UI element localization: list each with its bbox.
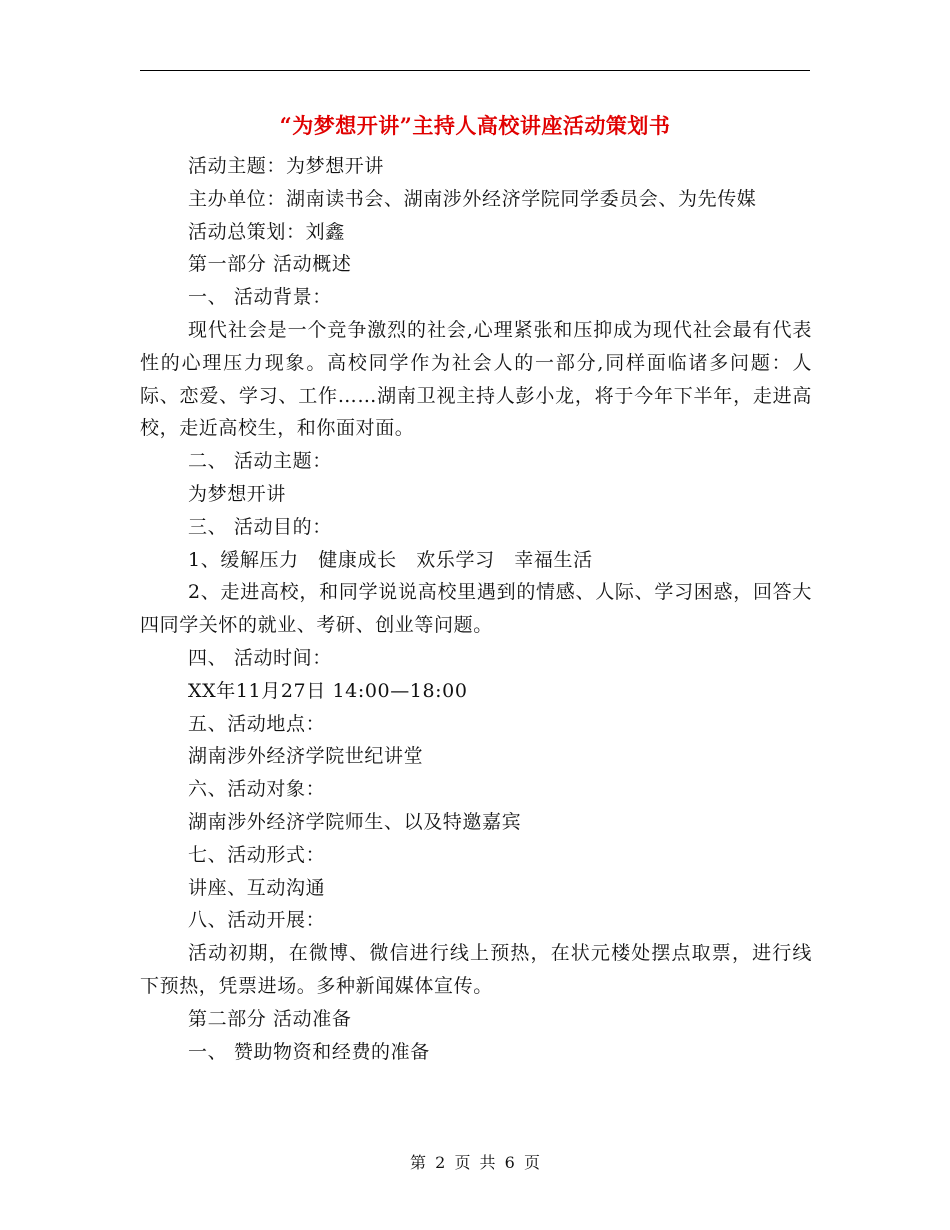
heading-audience: 六、活动对象：: [188, 778, 326, 801]
heading-background: 一、 活动背景：: [188, 286, 332, 309]
paragraph-time: XX年11月27日 14:00—18:00: [188, 679, 468, 702]
footer-mid1: 页: [454, 1153, 471, 1172]
paragraph-background: 现代社会是一个竞争激烈的社会,心理紧张和压抑成为现代社会最有代表性的心理压力现象。高校同学作为社会人的一部分,同样面临诸多问题：人际、恋爱、学习、工作……湖南卫视主持人彭小龙，将于今年下半年，走进高校，走近高校生，和你面对面。: [140, 318, 812, 440]
document-title: “为梦想开讲”主持人高校讲座活动策划书: [279, 113, 671, 138]
footer-page-number: 2: [435, 1153, 446, 1172]
paragraph-location: 湖南涉外经济学院世纪讲堂: [188, 745, 424, 768]
footer-mid2: 共: [479, 1153, 496, 1172]
paragraph-theme: 活动主题：为梦想开讲: [188, 155, 385, 177]
paragraph-purpose-1: 1、缓解压力 健康成长 欢乐学习 幸福生活: [188, 548, 593, 571]
heading-sponsorship: 一、 赞助物资和经费的准备: [188, 1040, 430, 1063]
heading-execution: 八、活动开展：: [188, 909, 326, 932]
paragraph-organizers: 主办单位：湖南读书会、湖南涉外经济学院同学委员会、为先传媒: [188, 187, 757, 210]
heading-theme: 二、 活动主题：: [188, 450, 332, 473]
section-heading-part2: 第二部分 活动准备: [188, 1007, 352, 1030]
header-rule: [140, 70, 810, 71]
paragraph-format: 讲座、互动沟通: [188, 876, 326, 899]
heading-time: 四、 活动时间：: [188, 646, 332, 669]
footer-total-pages: 6: [504, 1153, 515, 1172]
paragraph-audience: 湖南涉外经济学院师生、以及特邀嘉宾: [188, 810, 522, 833]
footer-prefix: 第: [410, 1153, 427, 1172]
section-heading-part1: 第一部分 活动概述: [188, 253, 352, 276]
heading-location: 五、活动地点：: [188, 712, 326, 735]
footer-suffix: 页: [523, 1153, 540, 1172]
paragraph-purpose-2: 2、走进高校，和同学说说高校里遇到的情感、人际、学习困惑，回答大四同学关怀的就业、考研、创业等问题。: [140, 581, 812, 637]
heading-purpose: 三、 活动目的：: [188, 515, 332, 538]
document-body: [140, 150, 812, 1068]
paragraph-theme-value: 为梦想开讲: [188, 482, 287, 505]
paragraph-planner: 活动总策划：刘鑫: [188, 220, 345, 243]
paragraph-execution: 活动初期，在微博、微信进行线上预热，在状元楼处摆点取票，进行线下预热，凭票进场。多种新闻媒体宣传。: [140, 942, 812, 997]
heading-format: 七、活动形式：: [188, 843, 326, 866]
page-footer: [0, 1151, 950, 1175]
